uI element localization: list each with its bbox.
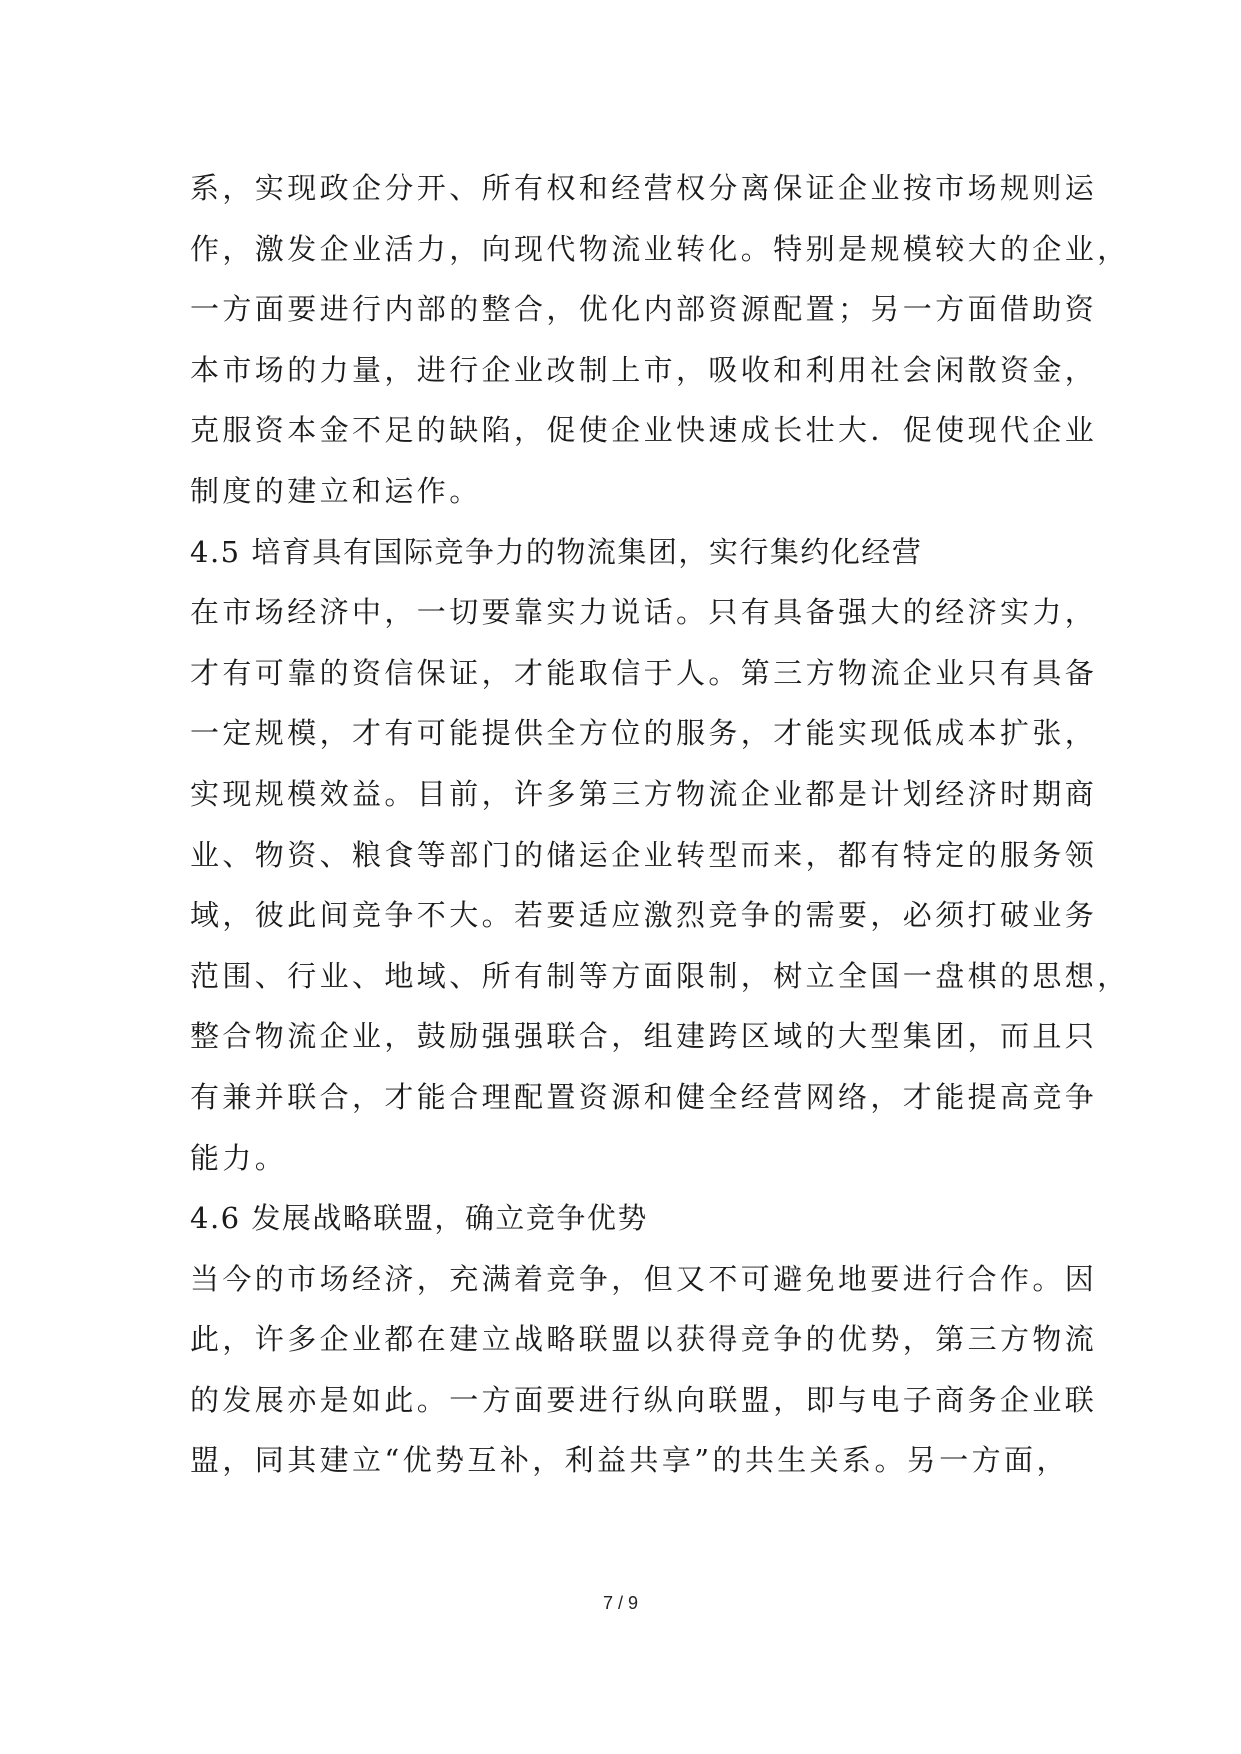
- text-line: 当今的市场经济，充满着竞争，但又不可避免地要进行合作。因: [190, 1261, 1098, 1296]
- text-line: 一定规模，才有可能提供全方位的服务，才能实现低成本扩张，: [190, 716, 1098, 751]
- text-line: 系，实现政企分开、所有权和经营权分离保证企业按市场规则运: [190, 171, 1098, 205]
- text-line: 本市场的力量，进行企业改制上市，吸收和利用社会闲散资金，: [190, 352, 1098, 387]
- text-line: 业、物资、粮食等部门的储运企业转型而来，都有特定的服务领: [190, 837, 1098, 872]
- text-line: 的发展亦是如此。一方面要进行纵向联盟，即与电子商务企业联: [190, 1382, 1098, 1417]
- text-line: 有兼并联合，才能合理配置资源和健全经营网络，才能提高竞争: [190, 1079, 1098, 1114]
- text-line: 在市场经济中，一切要靠实力说话。只有具备强大的经济实力，: [190, 595, 1098, 630]
- text-line: 盟，同其建立“优势互补，利益共享”的共生关系。另一方面，: [190, 1443, 1069, 1478]
- text-line: 制度的建立和运作。: [190, 473, 482, 508]
- text-line: 此，许多企业都在建立战略联盟以获得竞争的优势，第三方物流: [190, 1322, 1098, 1357]
- text-line: 作，激发企业活力，向现代物流业转化。特别是规模较大的企业，: [190, 231, 1130, 266]
- section-heading-4-6: 4.6 发展战略联盟，确立竞争优势: [190, 1201, 648, 1236]
- text-line: 实现规模效益。目前，许多第三方物流企业都是计划经济时期商: [190, 776, 1098, 811]
- text-line: 整合物流企业，鼓励强强联合，组建跨区域的大型集团，而且只: [190, 1019, 1098, 1054]
- page-number: 7 / 9: [602, 1593, 639, 1613]
- text-line: 克服资本金不足的缺陷，促使企业快速成长壮大．促使现代企业: [190, 413, 1098, 448]
- body-text: [190, 158, 1130, 1491]
- text-line: 域，彼此间竞争不大。若要适应激烈竞争的需要，必须打破业务: [190, 898, 1098, 933]
- section-heading-4-5: 4.5 培育具有国际竞争力的物流集团，实行集约化经营: [190, 534, 923, 569]
- text-line: 范围、行业、地域、所有制等方面限制，树立全国一盘棋的思想，: [190, 958, 1130, 993]
- text-line: 才有可靠的资信保证，才能取信于人。第三方物流企业只有具备: [190, 655, 1098, 690]
- text-line: 能力。: [190, 1140, 288, 1175]
- text-line: 一方面要进行内部的整合，优化内部资源配置；另一方面借助资: [190, 292, 1098, 327]
